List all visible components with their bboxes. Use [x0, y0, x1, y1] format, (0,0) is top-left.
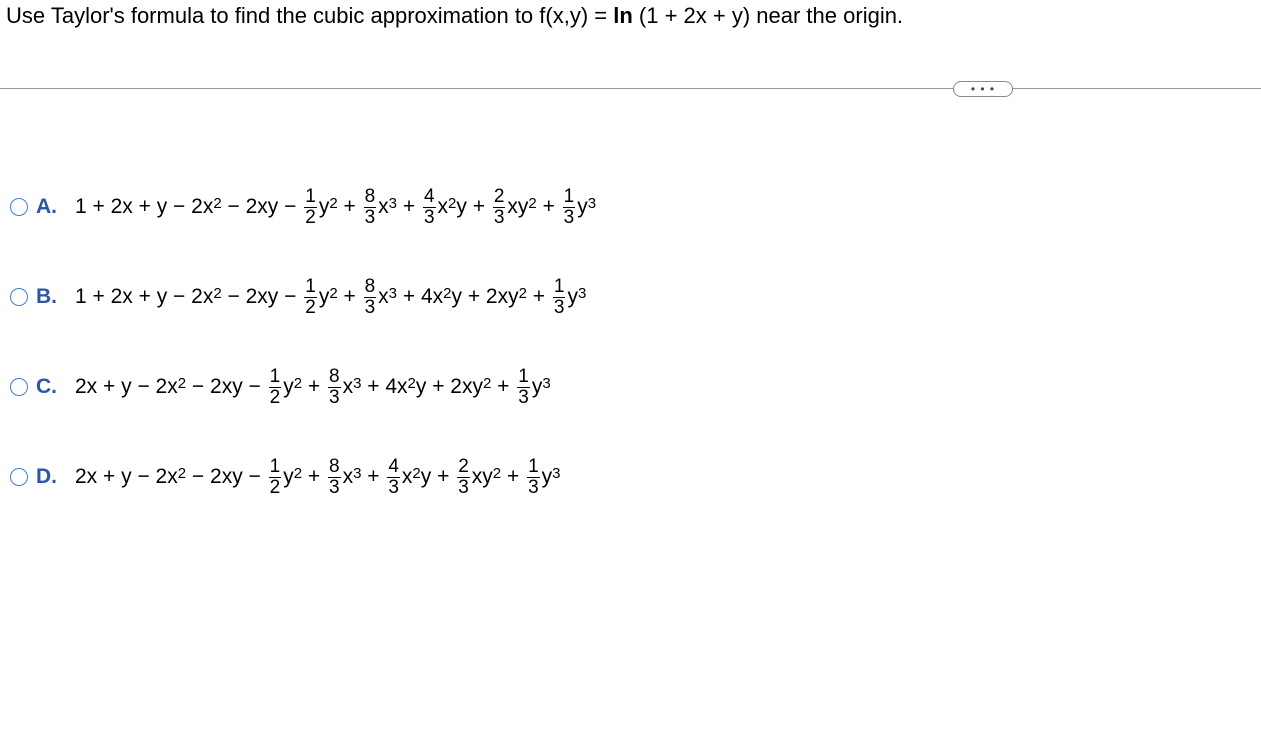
term: x — [378, 285, 389, 308]
term: + — [337, 195, 362, 218]
fraction — [328, 457, 341, 498]
term: + 4x — [397, 285, 444, 308]
term: x — [342, 375, 354, 398]
fraction — [304, 277, 317, 318]
term: + — [526, 285, 551, 308]
term: − 2xy − — [186, 465, 267, 488]
numerator: 1 — [305, 185, 316, 207]
term: xy — [471, 465, 493, 488]
numerator: 2 — [493, 185, 505, 207]
fraction — [493, 187, 506, 228]
term: y — [541, 465, 553, 488]
radio-button[interactable] — [10, 288, 28, 306]
term: y + — [456, 195, 491, 218]
numerator: 4 — [388, 455, 399, 477]
denominator: 3 — [364, 206, 376, 228]
term: + — [397, 195, 421, 218]
denominator: 3 — [493, 206, 505, 228]
fraction — [364, 187, 377, 228]
choice-expression: 2x + y − 2x $^2$ − 2xy − $\frac{1}{2}$ y $^2$ + $\frac{8}{3}$ x $^3$ + 4x $^2$ y + 2xy $^2$ + $\frac{1}{3}$ y $^3$ — [75, 365, 551, 408]
term: y + 2xy — [451, 285, 519, 308]
term: + — [302, 465, 326, 488]
fraction — [457, 457, 470, 498]
choice-d[interactable] — [8, 452, 560, 502]
fraction — [517, 367, 530, 408]
choice-b[interactable] — [8, 272, 586, 322]
term: + — [302, 375, 326, 398]
numerator: 1 — [563, 185, 575, 207]
term: x — [378, 195, 389, 218]
term: 1 + 2x + y − 2x — [75, 285, 214, 308]
term: y + 2xy — [415, 375, 483, 398]
choice-letter: C. — [36, 375, 57, 398]
denominator: 3 — [528, 476, 539, 498]
term: 1 + 2x + y − 2x — [75, 195, 214, 218]
numerator: 8 — [364, 185, 376, 207]
fraction — [563, 187, 576, 228]
denominator: 3 — [328, 476, 340, 498]
denominator: 3 — [423, 206, 435, 228]
numerator: 8 — [364, 275, 376, 297]
denominator: 3 — [388, 476, 399, 498]
term: xy — [507, 195, 529, 218]
question-suffix: (1 + 2x + y) near the origin. — [632, 3, 904, 28]
term: + — [337, 285, 362, 308]
radio-button[interactable] — [10, 468, 28, 486]
fraction — [328, 367, 341, 408]
numerator: 1 — [269, 365, 281, 387]
denominator: 3 — [458, 476, 469, 498]
term: x — [401, 465, 413, 488]
term: y + — [420, 465, 456, 488]
choice-expression: 2x + y − 2x $^2$ − 2xy − $\frac{1}{2}$ y $^2$ + $\frac{8}{3}$ x $^3$ + $\frac{4}{3}$ x $^2$ y + $\frac{2}{3}$ xy $^2$ + $\frac{1}{3}$ y $^3$ — [75, 455, 561, 498]
fraction — [423, 187, 436, 228]
fraction — [269, 367, 282, 408]
numerator: 1 — [269, 455, 281, 477]
question-text — [6, 2, 903, 30]
term: 2x + y − 2x — [75, 375, 178, 398]
choice-letter: B. — [36, 285, 57, 308]
more-options-button[interactable]: • • • — [953, 81, 1013, 97]
term: x — [342, 465, 354, 488]
choice-expression: 1 + 2x + y − 2x $^2$ − 2xy − $\frac{1}{2}$ y $^2$ + $\frac{8}{3}$ x $^3$ + 4x $^2$ y + 2xy $^2$ + $\frac{1}{3}$ y $^3$ — [75, 275, 587, 318]
denominator: 3 — [563, 206, 575, 228]
choice-a[interactable] — [8, 182, 596, 232]
fraction — [364, 277, 377, 318]
denominator: 2 — [305, 206, 316, 228]
fraction — [553, 277, 566, 318]
term: y — [283, 465, 294, 488]
fraction — [269, 457, 282, 498]
denominator: 2 — [305, 296, 316, 318]
choice-c[interactable] — [8, 362, 551, 412]
term: x — [437, 195, 449, 218]
numerator: 1 — [518, 365, 529, 387]
radio-button[interactable] — [10, 378, 28, 396]
choice-letter: D. — [36, 465, 57, 488]
numerator: 1 — [553, 275, 565, 297]
term: − 2xy − — [221, 195, 303, 218]
numerator: 1 — [305, 275, 316, 297]
question-function-name: ln — [613, 3, 633, 28]
term: + — [361, 465, 386, 488]
term: − 2xy − — [186, 375, 267, 398]
fraction — [387, 457, 400, 498]
numerator: 4 — [423, 185, 435, 207]
term: + — [536, 195, 561, 218]
denominator: 3 — [518, 386, 529, 408]
term: − 2xy − — [221, 285, 303, 308]
term: 2x + y − 2x — [75, 465, 178, 488]
numerator: 8 — [328, 455, 340, 477]
term: + — [501, 465, 526, 488]
term: y — [531, 375, 543, 398]
fraction — [527, 457, 540, 498]
choice-letter: A. — [36, 195, 57, 218]
radio-button[interactable] — [10, 198, 28, 216]
term: y — [567, 285, 578, 308]
denominator: 3 — [553, 296, 565, 318]
term: y — [318, 285, 330, 308]
term: + 4x — [361, 375, 408, 398]
term: + — [491, 375, 516, 398]
fraction — [304, 187, 317, 228]
denominator: 2 — [269, 386, 281, 408]
term: y — [318, 195, 330, 218]
numerator: 1 — [528, 455, 539, 477]
numerator: 8 — [328, 365, 340, 387]
divider — [0, 88, 1261, 89]
term: y — [283, 375, 294, 398]
denominator: 3 — [328, 386, 340, 408]
question-prefix: Use Taylor's formula to find the cubic approximation to f(x,y) = — [6, 3, 614, 28]
choice-expression: 1 + 2x + y − 2x $^2$ − 2xy − $\frac{1}{2}$ y $^2$ + $\frac{8}{3}$ x $^3$ + $\frac{4}{3}$ x $^2$ y + $\frac{2}{3}$ xy $^2$ + $\frac{1}{3}$ y $^3$ — [75, 185, 597, 228]
term: y — [577, 195, 588, 218]
denominator: 3 — [364, 296, 376, 318]
numerator: 2 — [458, 455, 469, 477]
denominator: 2 — [269, 476, 281, 498]
